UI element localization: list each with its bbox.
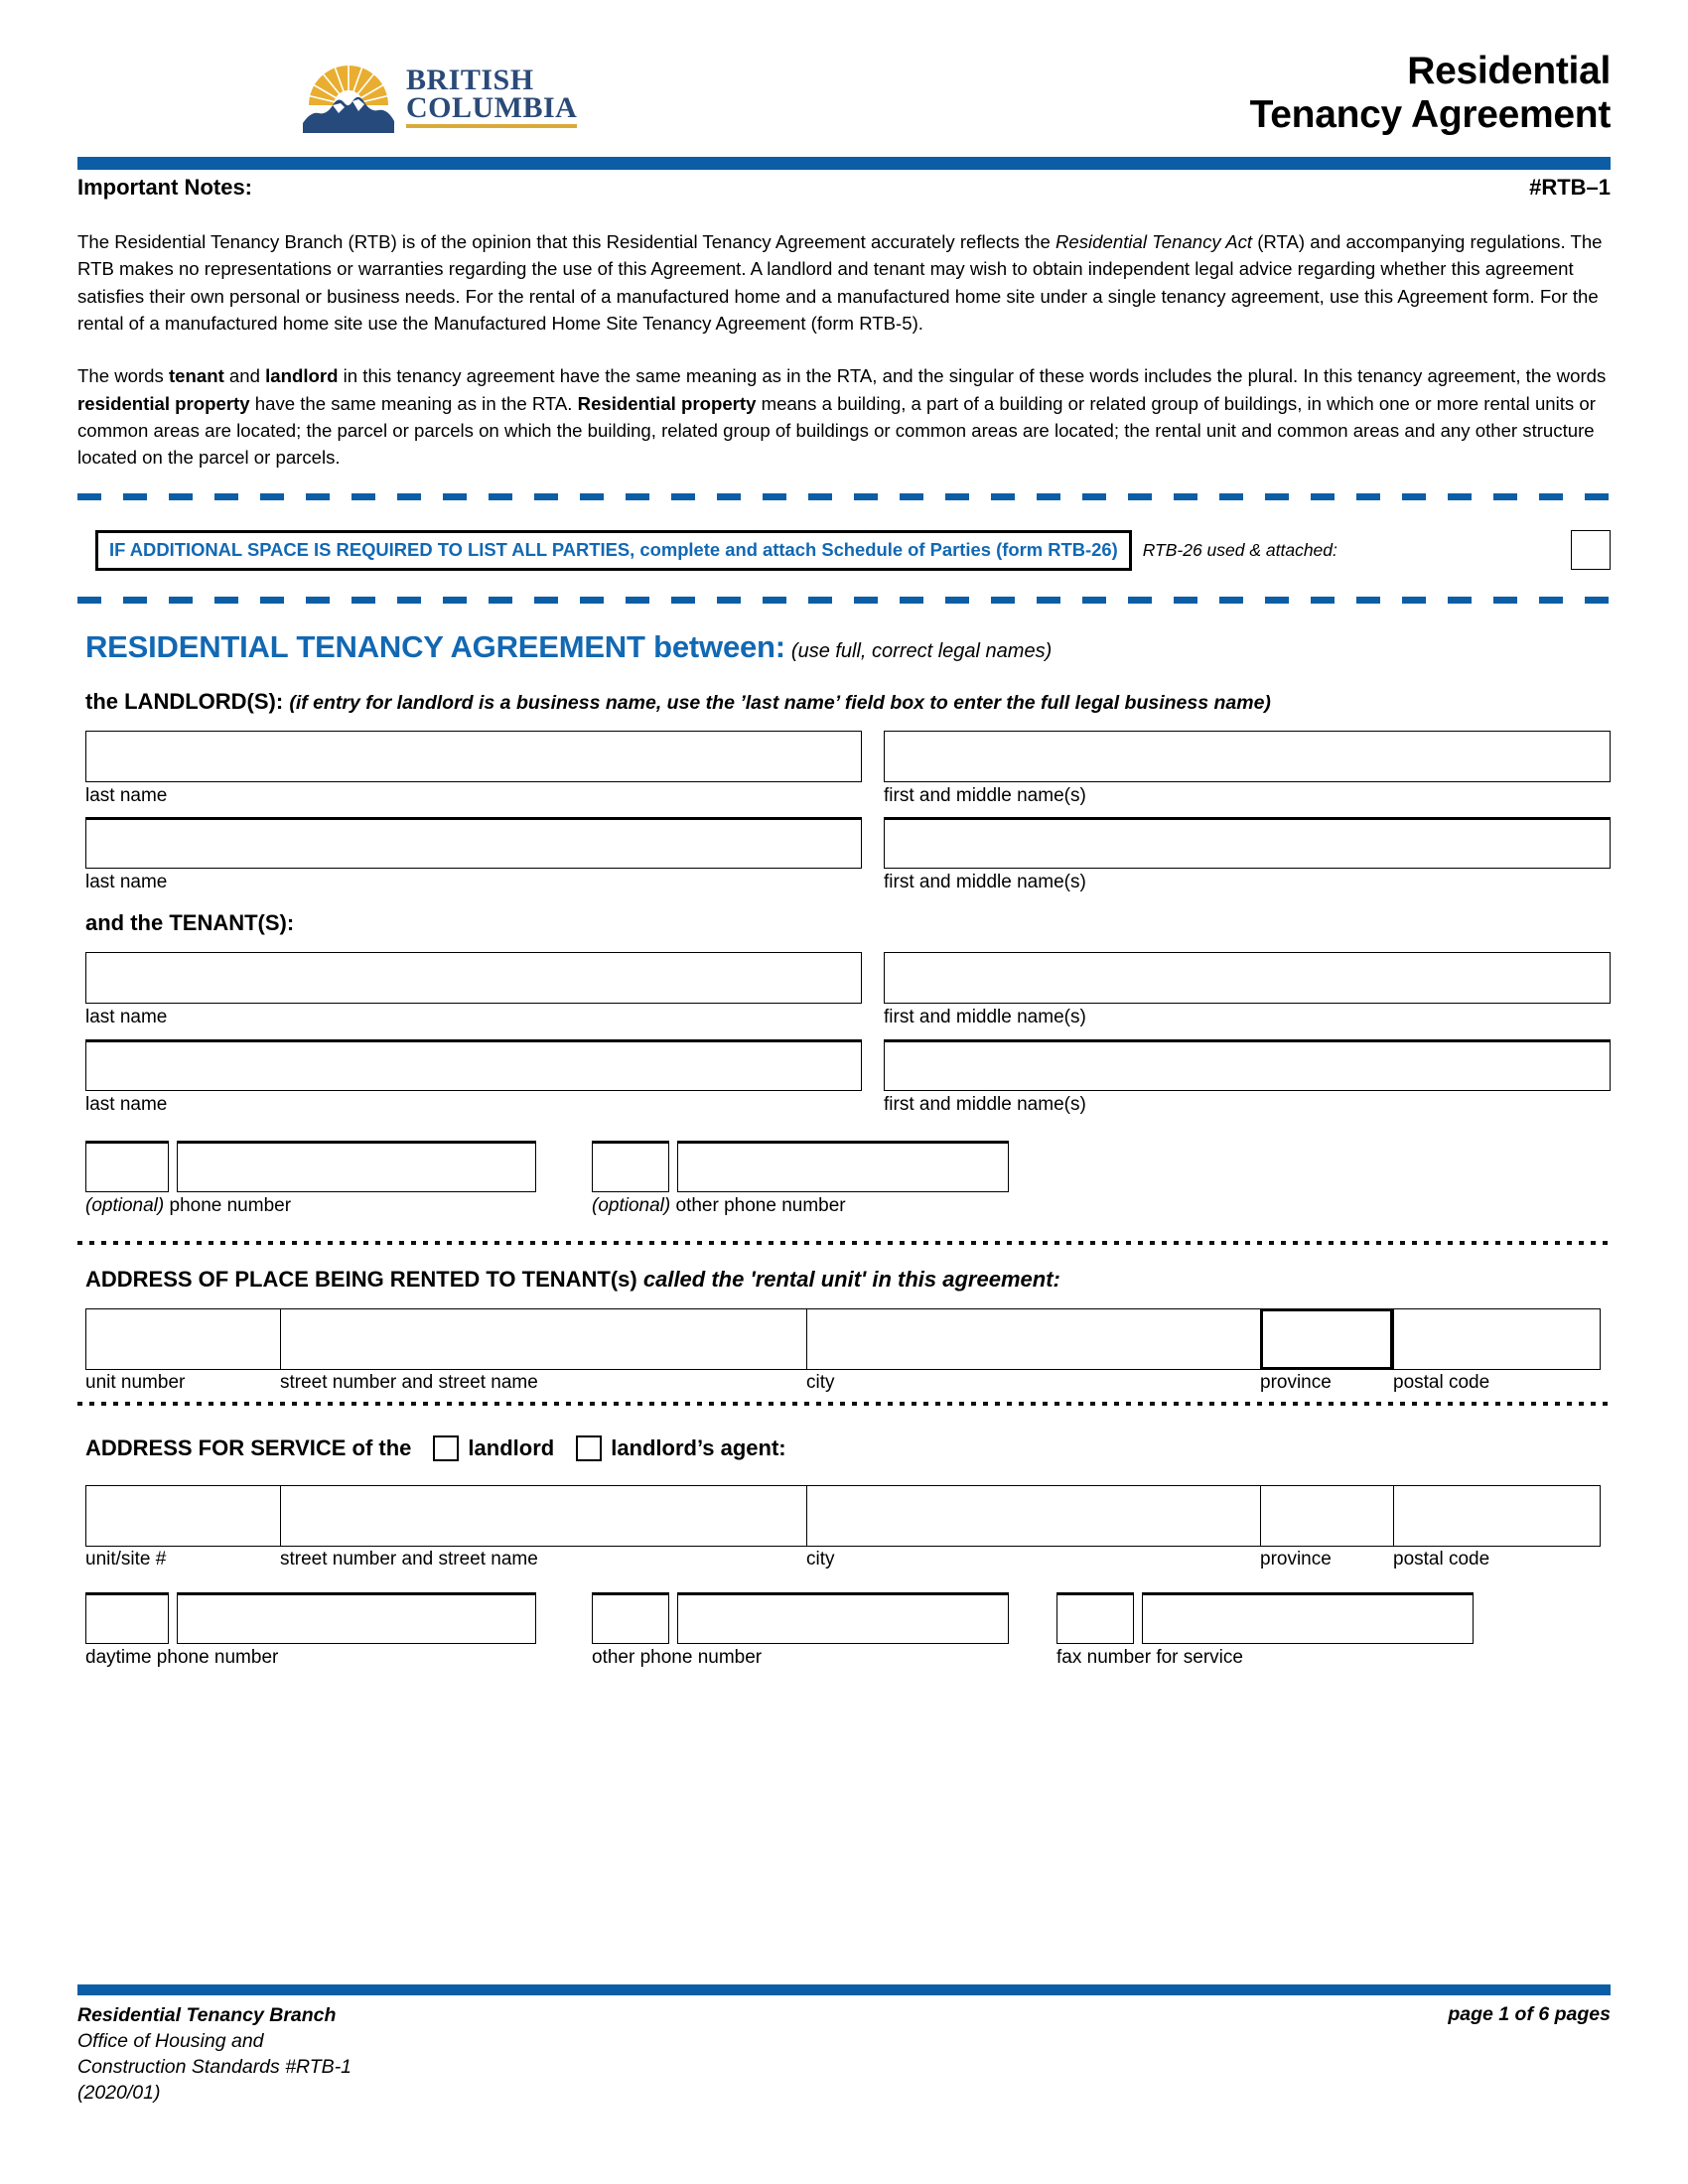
service-unit-site-input[interactable] (85, 1485, 280, 1547)
dashed-separator-top (77, 493, 1611, 500)
service-landlord-agent-checkbox[interactable] (576, 1435, 602, 1461)
landlord-name-row-1 (77, 731, 1611, 808)
rental-unit-number-label: unit number (85, 1371, 186, 1393)
form-number-label: #RTB–1 (1529, 175, 1611, 200)
notes-paragraph-2 (77, 362, 1611, 471)
notes-p2-bold-residential-property: residential property (77, 392, 250, 414)
footer-content (77, 2003, 1611, 2107)
service-postal-code-input[interactable] (1393, 1485, 1601, 1547)
landlord-name-row-2 (77, 817, 1611, 894)
schedule-of-parties-callout: IF ADDITIONAL SPACE IS REQUIRED TO LIST ALL PARTIES, complete and attach Schedule of Parties (form RTB-26) (95, 530, 1132, 571)
service-other-phone-label: other phone number (592, 1646, 763, 1668)
rental-address-heading-text: ADDRESS OF PLACE BEING RENTED TO TENANT(s) (85, 1266, 637, 1292)
service-street-input[interactable] (280, 1485, 806, 1547)
landlord-1-first-middle-group (884, 731, 1611, 808)
agreement-between-heading (77, 629, 1611, 665)
notes-p2-bold-tenant: tenant (168, 365, 224, 387)
footer-page-number: page 1 of 6 pages (1448, 2003, 1611, 2026)
tenant-1-last-name-input[interactable] (85, 952, 862, 1004)
service-unit-site-label: unit/site # (85, 1548, 167, 1570)
landlord-1-first-middle-label: first and middle name(s) (884, 784, 1086, 806)
tenant-phone-group (85, 1141, 544, 1217)
rtb26-used-attached-label: RTB-26 used & attached: (1142, 539, 1337, 560)
tenant-phone-row (77, 1141, 1611, 1217)
tenant-phone-area-code-input[interactable] (85, 1141, 169, 1192)
agreement-heading-text: RESIDENTIAL TENANCY AGREEMENT between: (85, 628, 785, 664)
important-notes-label: Important Notes: (77, 175, 252, 200)
tenant-2-first-middle-group (884, 1039, 1611, 1117)
notes-p2-part-a: The words (77, 365, 169, 387)
landlord-2-last-name-label: last name (85, 872, 168, 893)
tenant-phone-label-text: phone number (164, 1194, 292, 1216)
service-landlord-checkbox[interactable] (433, 1435, 459, 1461)
rental-address-labels (77, 1372, 1611, 1394)
tenant-other-phone-group (592, 1141, 1009, 1217)
rental-province-input[interactable] (1260, 1308, 1393, 1370)
service-landlord-option-label: landlord (468, 1434, 555, 1460)
footer-line-1: Residential Tenancy Branch (77, 2004, 337, 2027)
tenant-2-first-middle-input[interactable] (884, 1039, 1611, 1091)
service-address-field-row (77, 1485, 1611, 1547)
landlord-hint: (if entry for landlord is a business name, use the ’last name’ field box to enter the full legal business name) (289, 691, 1271, 714)
landlord-2-first-middle-group (884, 817, 1611, 894)
tenant-1-first-middle-group (884, 952, 1611, 1029)
service-city-input[interactable] (806, 1485, 1260, 1547)
service-daytime-number-input[interactable] (177, 1592, 536, 1644)
service-other-area-code-input[interactable] (592, 1592, 669, 1644)
page-header (77, 0, 1611, 149)
landlord-1-last-name-input[interactable] (85, 731, 862, 782)
footer-line-4: (2020/01) (77, 2082, 161, 2105)
service-province-input[interactable] (1260, 1485, 1393, 1547)
tenant-other-phone-boxes (592, 1141, 1009, 1192)
notes-p1-act-italic: Residential Tenancy Act (1055, 231, 1253, 252)
page-footer (77, 1984, 1611, 2107)
tenant-1-last-name-group (85, 952, 862, 1029)
tenant-1-last-name-label: last name (85, 1007, 168, 1028)
tenant-2-last-name-label: last name (85, 1093, 168, 1115)
service-daytime-area-code-input[interactable] (85, 1592, 169, 1644)
footer-line-2: Office of Housing and (77, 2030, 264, 2053)
notes-p2-bold-landlord: landlord (265, 365, 339, 387)
notes-p2-part-e: have the same meaning as in the RTA. (249, 392, 578, 414)
service-fax-group (1056, 1592, 1474, 1669)
footer-agency-block (77, 2003, 352, 2107)
bc-sun-mountain-icon (301, 62, 396, 133)
tenant-other-phone-label (592, 1195, 1009, 1217)
notes-p2-bold-residential-property-2: Residential property (577, 392, 757, 414)
tenant-2-last-name-input[interactable] (85, 1039, 862, 1091)
service-other-phone-boxes (592, 1592, 1009, 1644)
service-landlord-agent-option-label: landlord’s agent: (611, 1434, 786, 1460)
rental-address-heading (77, 1267, 1611, 1293)
rental-address-heading-hint: called the 'rental unit' in this agreement: (636, 1266, 1060, 1292)
schedule-of-parties-row (77, 530, 1611, 571)
service-address-labels (77, 1549, 1611, 1570)
title-line-2: Tenancy Agreement (1249, 93, 1611, 137)
landlord-1-first-middle-input[interactable] (884, 731, 1611, 782)
tenant-other-phone-area-code-input[interactable] (592, 1141, 669, 1192)
tenant-label: and the TENANT(S): (85, 910, 295, 936)
notes-p1-part-b: (RTA) and accompanying regulations. The RTB makes no representations or warranties regarding the use of this Agreement. A landlord and tenant may wish to obtain independent legal advice regarding whether this agreement satisfies their own personal or business needs. For the rental of a manufactured home and a manufactured home site under a single tenancy agreement, use this Agreement form. For the rental of a manufactured home site use the Manufactured Home Site Tenancy Agreement (form RTB-5). (77, 231, 1603, 334)
service-phone-row (77, 1592, 1611, 1669)
logo-line-columbia: COLUMBIA (406, 90, 578, 124)
landlord-2-first-middle-input[interactable] (884, 817, 1611, 869)
rental-street-label: street number and street name (280, 1371, 538, 1393)
landlord-1-last-name-label: last name (85, 784, 168, 806)
tenant-2-first-middle-label: first and middle name(s) (884, 1093, 1086, 1115)
landlord-section-heading (77, 689, 1611, 715)
service-fax-label: fax number for service (1056, 1646, 1243, 1668)
service-daytime-phone-group (85, 1592, 544, 1669)
title-line-1: Residential (1407, 50, 1611, 92)
notes-p2-part-c: and (223, 365, 266, 387)
rental-street-input[interactable] (280, 1308, 806, 1370)
rental-province-label: province (1260, 1371, 1332, 1393)
notes-p2-part-f: means a building, a part of a building or related group of buildings, in which one or more rental units or common areas are located; the parcel or parcels on which the building, related group of buildings or common areas are located; the rental unit and common areas and any other structure located on the parcel or parcels. (77, 392, 1596, 469)
page-title (1250, 50, 1611, 138)
tenant-other-phone-label-text: other phone number (670, 1194, 846, 1216)
service-street-label: street number and street name (280, 1548, 538, 1570)
service-daytime-phone-boxes (85, 1592, 544, 1644)
logo-underline (406, 124, 577, 128)
tenant-phone-optional-tag: (optional) (85, 1194, 165, 1216)
tenant-name-row-2 (77, 1039, 1611, 1117)
agreement-heading-hint: (use full, correct legal names) (790, 639, 1053, 662)
rental-address-field-row (77, 1308, 1611, 1370)
footer-line-3: Construction Standards #RTB-1 (77, 2056, 352, 2079)
landlord-2-first-middle-label: first and middle name(s) (884, 872, 1086, 893)
important-notes-row (77, 170, 1611, 201)
tenant-1-first-middle-input[interactable] (884, 952, 1611, 1004)
rental-postal-code-input[interactable] (1393, 1308, 1601, 1370)
landlord-2-last-name-group (85, 817, 862, 894)
service-address-heading-text: ADDRESS FOR SERVICE of the (85, 1434, 412, 1460)
logo-line-british: BRITISH (406, 63, 534, 96)
rental-city-input[interactable] (806, 1308, 1260, 1370)
landlord-label: the LANDLORD(S): (85, 688, 284, 714)
notes-p1-part-a: The Residential Tenancy Branch (RTB) is of the opinion that this Residential Tenancy Agreement accurately reflects the (77, 231, 1055, 252)
bc-government-logo (301, 62, 577, 133)
dashed-separator-bottom (77, 597, 1611, 604)
service-address-heading (77, 1435, 1611, 1461)
rental-unit-number-input[interactable] (85, 1308, 280, 1370)
service-fax-number-input[interactable] (1142, 1592, 1474, 1644)
service-fax-area-code-input[interactable] (1056, 1592, 1134, 1644)
tenant-phone-boxes (85, 1141, 544, 1192)
rental-city-label: city (806, 1371, 835, 1393)
tenant-name-row-1 (77, 952, 1611, 1029)
tenant-section-heading (77, 910, 1611, 936)
tenant-2-last-name-group (85, 1039, 862, 1117)
service-daytime-phone-label: daytime phone number (85, 1646, 279, 1668)
service-other-number-input[interactable] (677, 1592, 1009, 1644)
rental-postal-code-label: postal code (1393, 1371, 1490, 1393)
tenant-phone-label (85, 1195, 544, 1217)
service-fax-boxes (1056, 1592, 1474, 1644)
tenant-other-phone-number-input[interactable] (677, 1141, 1009, 1192)
notes-p2-part-d: in this tenancy agreement have the same meaning as in the RTA, and the singular of these words includes the plural. In this tenancy agreement, the words (338, 365, 1607, 387)
service-other-phone-group (592, 1592, 1009, 1669)
landlord-2-last-name-input[interactable] (85, 817, 862, 869)
dotted-separator-1 (77, 1241, 1611, 1245)
bc-logo-wordmark (406, 63, 578, 128)
rtb26-used-attached-checkbox[interactable] (1571, 530, 1611, 570)
landlord-1-last-name-group (85, 731, 862, 808)
header-accent-bar (77, 157, 1611, 170)
tenant-1-first-middle-label: first and middle name(s) (884, 1007, 1086, 1028)
notes-paragraph-1 (77, 228, 1611, 337)
service-postal-code-label: postal code (1393, 1548, 1490, 1570)
service-province-label: province (1260, 1548, 1332, 1570)
dotted-separator-2 (77, 1402, 1611, 1406)
tenant-phone-number-input[interactable] (177, 1141, 536, 1192)
service-city-label: city (806, 1548, 835, 1570)
tenant-other-phone-optional-tag: (optional) (592, 1194, 671, 1216)
footer-accent-bar (77, 1984, 1611, 1995)
